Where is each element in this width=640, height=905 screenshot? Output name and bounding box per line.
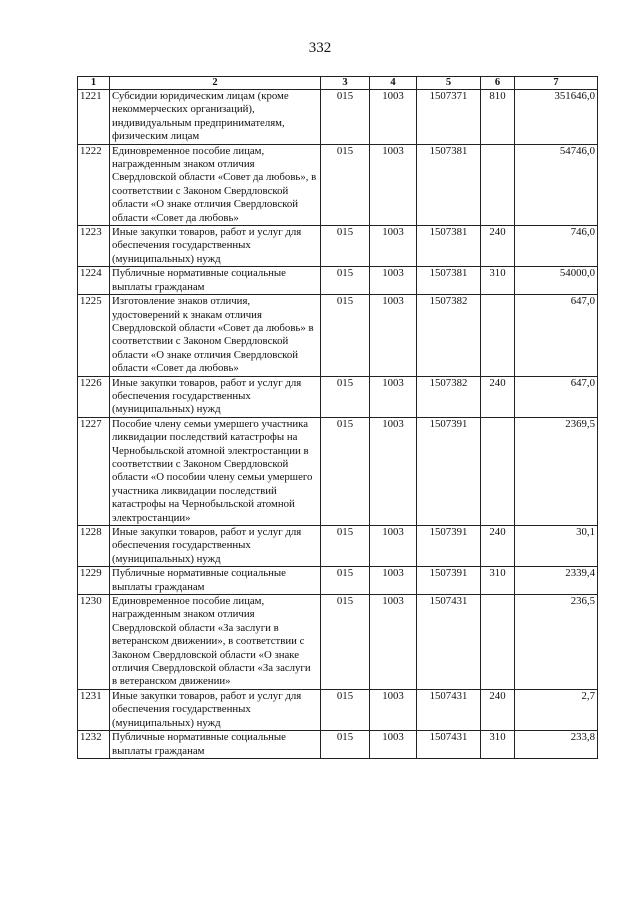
row-admin-code: 015 <box>321 90 370 145</box>
table-row <box>78 295 598 376</box>
row-target-code: 1507391 <box>417 526 481 567</box>
row-section-code: 1003 <box>370 295 417 376</box>
row-name: Публичные нормативные социальные выплаты гражданам <box>110 731 321 759</box>
table-row <box>78 267 598 295</box>
row-name: Субсидии юридическим лицам (кроме некоммерческих организаций), индивидуальным предпринимателям, физическим лицам <box>110 90 321 145</box>
row-admin-code: 015 <box>321 226 370 267</box>
row-admin-code: 015 <box>321 689 370 730</box>
row-number: 1232 <box>78 731 110 759</box>
row-expense-type: 810 <box>481 90 515 145</box>
row-admin-code: 015 <box>321 267 370 295</box>
row-name: Публичные нормативные социальные выплаты гражданам <box>110 567 321 595</box>
row-name: Иные закупки товаров, работ и услуг для обеспечения государственных (муниципальных) нужд <box>110 226 321 267</box>
row-admin-code: 015 <box>321 376 370 417</box>
table-row <box>78 526 598 567</box>
row-amount: 236,5 <box>515 595 598 690</box>
row-amount: 54000,0 <box>515 267 598 295</box>
row-amount: 2369,5 <box>515 417 598 525</box>
row-number: 1223 <box>78 226 110 267</box>
table-row <box>78 376 598 417</box>
header-row <box>78 77 598 90</box>
row-section-code: 1003 <box>370 731 417 759</box>
row-name: Публичные нормативные социальные выплаты гражданам <box>110 267 321 295</box>
column-header-3: 3 <box>321 77 370 90</box>
row-admin-code: 015 <box>321 144 370 225</box>
row-amount: 647,0 <box>515 295 598 376</box>
column-header-2: 2 <box>110 77 321 90</box>
row-amount: 746,0 <box>515 226 598 267</box>
row-name: Иные закупки товаров, работ и услуг для обеспечения государственных (муниципальных) нужд <box>110 689 321 730</box>
row-number: 1225 <box>78 295 110 376</box>
row-amount: 351646,0 <box>515 90 598 145</box>
row-amount: 233,8 <box>515 731 598 759</box>
table-row <box>78 90 598 145</box>
row-section-code: 1003 <box>370 144 417 225</box>
row-admin-code: 015 <box>321 567 370 595</box>
table-body <box>78 90 598 759</box>
column-header-5: 5 <box>417 77 481 90</box>
row-number: 1227 <box>78 417 110 525</box>
row-admin-code: 015 <box>321 295 370 376</box>
row-admin-code: 015 <box>321 595 370 690</box>
table-row <box>78 689 598 730</box>
row-target-code: 1507381 <box>417 267 481 295</box>
row-amount: 54746,0 <box>515 144 598 225</box>
row-target-code: 1507381 <box>417 226 481 267</box>
row-amount: 2,7 <box>515 689 598 730</box>
row-expense-type <box>481 595 515 690</box>
row-amount: 30,1 <box>515 526 598 567</box>
row-name: Единовременное пособие лицам, награжденным знаком отличия Свердловской области «За заслуги в ветеранском движении», в соответствии с Законом Свердловской области «О знаке отличия Свердловской области «За заслуги в ветеранском движении» <box>110 595 321 690</box>
row-section-code: 1003 <box>370 90 417 145</box>
row-expense-type: 240 <box>481 376 515 417</box>
page-number: 332 <box>308 40 332 56</box>
row-target-code: 1507431 <box>417 595 481 690</box>
row-target-code: 1507382 <box>417 376 481 417</box>
row-target-code: 1507391 <box>417 417 481 525</box>
row-number: 1224 <box>78 267 110 295</box>
row-name: Иные закупки товаров, работ и услуг для обеспечения государственных (муниципальных) нужд <box>110 526 321 567</box>
table-row <box>78 226 598 267</box>
table-row <box>78 144 598 225</box>
row-target-code: 1507382 <box>417 295 481 376</box>
row-admin-code: 015 <box>321 731 370 759</box>
row-number: 1229 <box>78 567 110 595</box>
row-target-code: 1507431 <box>417 689 481 730</box>
row-section-code: 1003 <box>370 689 417 730</box>
row-expense-type: 310 <box>481 731 515 759</box>
row-expense-type: 310 <box>481 267 515 295</box>
row-name: Иные закупки товаров, работ и услуг для обеспечения государственных (муниципальных) нужд <box>110 376 321 417</box>
row-section-code: 1003 <box>370 417 417 525</box>
row-expense-type: 240 <box>481 526 515 567</box>
row-expense-type: 310 <box>481 567 515 595</box>
row-number: 1231 <box>78 689 110 730</box>
row-name: Пособие члену семьи умершего участника ликвидации последствий катастрофы на Чернобыльской атомной электростанции в соответствии с Законом Свердловской области «О пособии члену семьи умершего участника ликвидации последствий катастрофы на Чернобыльской атомной электростанции» <box>110 417 321 525</box>
row-number: 1230 <box>78 595 110 690</box>
row-target-code: 1507391 <box>417 567 481 595</box>
row-number: 1226 <box>78 376 110 417</box>
row-admin-code: 015 <box>321 526 370 567</box>
row-expense-type <box>481 144 515 225</box>
row-target-code: 1507381 <box>417 144 481 225</box>
row-number: 1222 <box>78 144 110 225</box>
column-header-1: 1 <box>78 77 110 90</box>
table-row <box>78 417 598 525</box>
row-target-code: 1507431 <box>417 731 481 759</box>
row-number: 1228 <box>78 526 110 567</box>
column-header-7: 7 <box>515 77 598 90</box>
row-name: Единовременное пособие лицам, награжденным знаком отличия Свердловской области «Совет да любовь», в соответствии с Законом Свердловской области «О знаке отличия Свердловской области «Совет да любовь» <box>110 144 321 225</box>
column-header-6: 6 <box>481 77 515 90</box>
row-section-code: 1003 <box>370 595 417 690</box>
table-row <box>78 567 598 595</box>
row-section-code: 1003 <box>370 226 417 267</box>
row-section-code: 1003 <box>370 267 417 295</box>
row-expense-type: 240 <box>481 226 515 267</box>
row-expense-type <box>481 417 515 525</box>
row-admin-code: 015 <box>321 417 370 525</box>
row-number: 1221 <box>78 90 110 145</box>
row-expense-type <box>481 295 515 376</box>
row-target-code: 1507371 <box>417 90 481 145</box>
column-header-4: 4 <box>370 77 417 90</box>
table-row <box>78 731 598 759</box>
row-section-code: 1003 <box>370 376 417 417</box>
row-amount: 2339,4 <box>515 567 598 595</box>
row-name: Изготовление знаков отличия, удостоверений к знакам отличия Свердловской области «Совет да любовь» в соответствии с Законом Свердловской области «О знаке отличия Свердловской области «Совет да любовь» <box>110 295 321 376</box>
row-expense-type: 240 <box>481 689 515 730</box>
row-section-code: 1003 <box>370 526 417 567</box>
row-section-code: 1003 <box>370 567 417 595</box>
budget-table <box>77 76 598 759</box>
table-row <box>78 595 598 690</box>
row-amount: 647,0 <box>515 376 598 417</box>
